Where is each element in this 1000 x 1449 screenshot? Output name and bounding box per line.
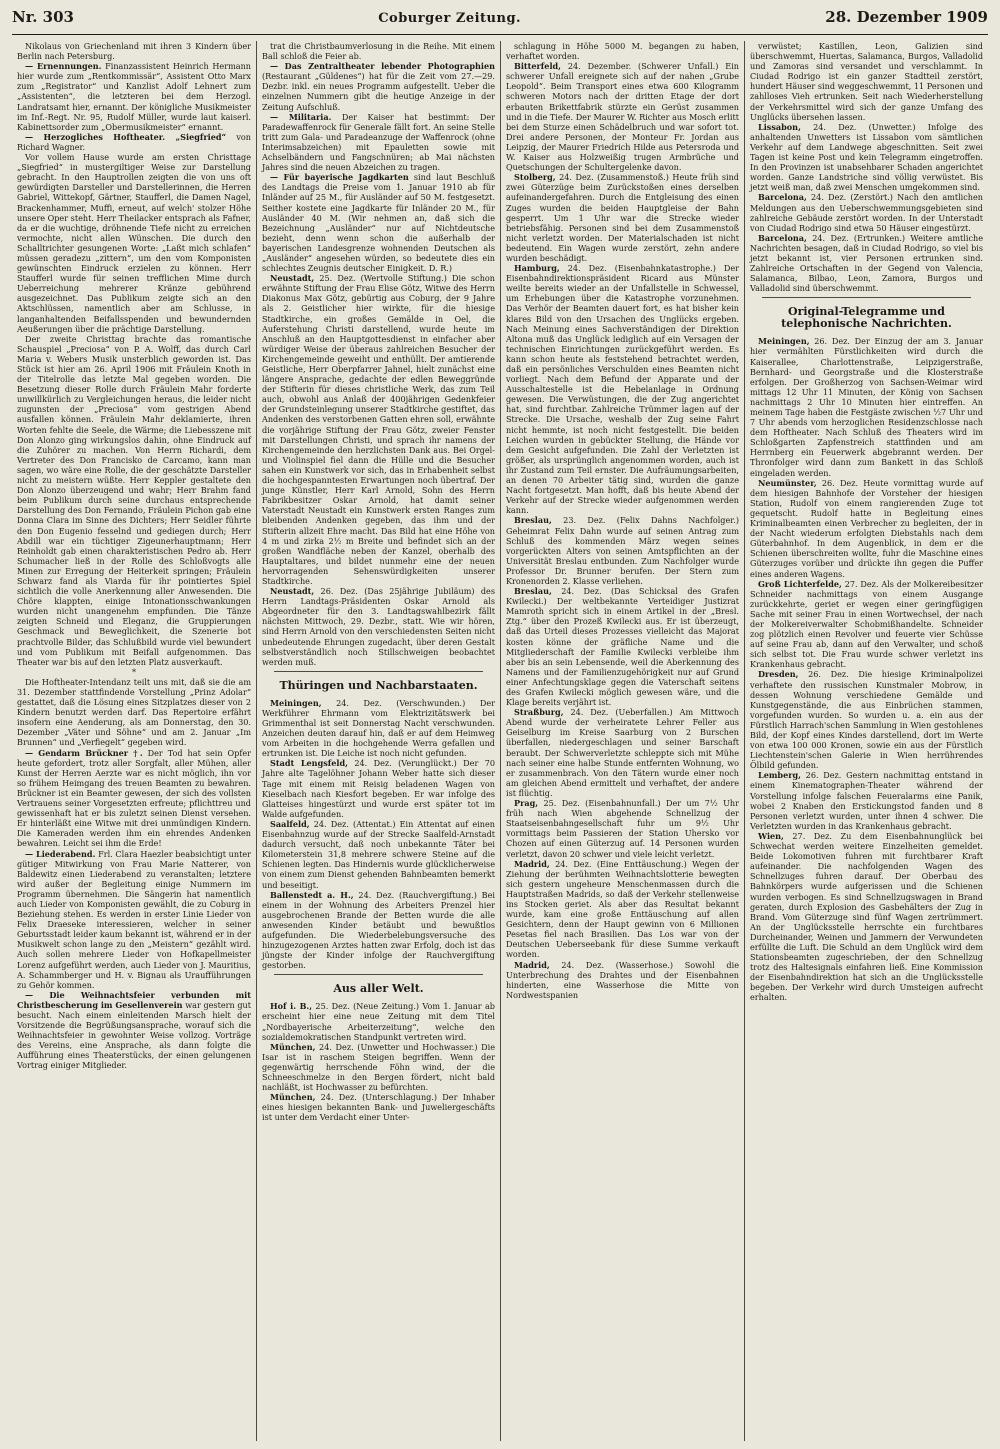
article-paragraph: [506, 172, 739, 263]
article-paragraph: [17, 132, 251, 152]
column-3: [500, 41, 744, 1441]
article-text: 24. Dez. (Rauchvergiftung.) Bei einem in der Wohnung des Arbeiters Prenzel hier ausgebrochenen Brande der Betten wurde die alle anwesenden Kinder betäubt und bewußtlos aufgefunden. Die Wiederbelebungsversuche des hinzugezogenen Arztes hatten zwar Erfolg, doch ist das jüngste der Kinder infolge der Rauchvergiftung gestorben.: [262, 889, 495, 971]
article-text: 25. Dez. (Eisenbahnunfall.) Der um 7½ Uhr früh nach Wien abgehende Schnellzug der Staatseisenbahngesellschaft fuhr um 9½ Uhr vormittags beim Passieren der Station Uhersko vor Chozen auf einen Güterzug auf. 14 Personen wurden verletzt, davon 20 schwer und viele leicht verletzt.: [506, 798, 739, 859]
article-paragraph: [506, 859, 739, 960]
article-paragraph: [506, 41, 739, 61]
article-text: 23. Dez. (Felix Dahns Nachfolger.) Geheimrat Felix Dahn wurde auf seinen Antrag zum Schluß des kommenden März wegen seines vorgerückten Alters von seinen Amtspflichten an der Universität Breslau entbunden. Zum Nachfolger wurde Professor Dr. Brunner berufen. Der Stern zum Kronenorden 2. Klasse verliehen.: [506, 515, 739, 586]
article-paragraph: [750, 192, 983, 232]
article-paragraph: [506, 263, 739, 515]
article-paragraph: [262, 112, 495, 173]
article-paragraph: [262, 61, 495, 111]
article-text: 24. Dez. (Unwetter und Hochwasser.) Die Isar ist in raschem Steigen begriffen. Wenn der gegenwärtig herrschende Föhn wind, der die Schneeschmelze in den Bergen fördert, nicht bald nachläßt, ist Hochwasser zu befürchten.: [262, 1041, 495, 1093]
section-rule: [274, 974, 483, 975]
article-headline: Stolberg,: [514, 172, 556, 183]
article-paragraph: [262, 758, 495, 819]
article-paragraph: [506, 960, 739, 1000]
article-text: 24. Dez. (Eisenbahnkatastrophe.) Der Eisenbahndirektionspräsident Ricard aus Münster weilte bereits wieder an der Unfallstelle in Schwessel, um Erhebungen über die Katastrophe vorzunehmen. Das Verhör der Beamten dauert fort, es hat bisher kein klares Bild von den Ursachen des Unglücks ergeben. Nach Meinung eines Sachverständigen der Direktion Altona muß das Unglück lediglich auf ein Versagen der technischen Einrichtungen zurückgeführt werden. Es kann schon heute als feststehend betrachtet werden, daß ein persönliches Verschulden eines Beamten nicht vorliegt. Nach dem Befund der Apparate und der Ausschaltestelle ist die Hebelanlage in Ordnung gewesen. Die Verwüstungen, die der Zug angerichtet hat, sind furchtbar. Zahlreiche Trümmer lagen auf der Strecke. Die Ursache, weshalb der Zug seine Fahrt nicht hemmte, ist noch nicht festgestellt. Die beiden Leichen wurden in gebückter Stellung, die Hände vor dem Gesicht aufgefunden. Die Zahl der Verletzten ist größer, als ursprünglich angenommen worden, auch ist ihr Zustand zum Teil ernster. Die Aufräumungsarbeiten, an denen 70 Arbeiter tätig sind, wurden die ganze Nacht fortgesetzt. Man hofft, daß bis heute Abend der Verkehr auf der Strecke wieder aufgenommen werden kann.: [506, 263, 739, 516]
article-headline: Straßburg,: [514, 707, 564, 718]
separator-star: *: [131, 666, 137, 677]
article-text: Der Tod hat sein Opfer heute gefordert, trotz aller Sorgfalt, aller Mühen, aller Kunst der Herren Aerzte war es nicht möglich, ihn vor so frühem Heimgang des treuen Beamten zu bewahren. Brückner ist ein Beamter gewesen, der sich des vollsten Vertrauens seiner Vorgesetzten erfreute; pflichttreu und gewissenhaft hat er bis zuletzt seinen Dienst versehen. Er hinterläßt eine Witwe mit drei unmündigen Kindern. Die Kameraden werden ihm ein ehrendes Andenken bewahren. Leicht sei ihm die Erde!: [17, 747, 252, 849]
columns: [12, 41, 988, 1441]
article-text: 24. Dez. (Zerstört.) Nach den amtlichen Meldungen aus den Ueberschwemmungsgebieten sind zahlreiche Gebäude zerstört worden. In der Unterstadt von Ciudad Rodrigo sind etwa 50 Häuser eingestürzt.: [750, 192, 983, 233]
article-headline: Meiningen,: [270, 697, 322, 708]
article-paragraph: [506, 798, 739, 859]
article-text: 24. Dez. (Das Schicksal des Grafen Kwilecki.) Der weltbekannte Verteidiger Justizrat Mamroth spricht sich in einem Artikel in der „Bresl. Ztg.“ über den Prozeß Kwilecki aus. Er ist überzeugt, daß das Urteil dieses Prozesses vielleicht das Majorat kosten könne der gräfliche Name und die Mitgliederschaft der Familie Kwilecki verbleibe ihm aber bis an sein Lebensende, weil die Aberkennung des Namens und der Familienzugehörigkeit nur auf Grund einer Anfechtungsklage gegen die Vaterschaft seitens des Grafen Kwilecki möglich gewesen wäre, und die Klage bereits verjährt ist.: [506, 586, 739, 708]
article-headline: Madrid,: [514, 959, 550, 970]
article-text: sind laut Beschluß des Landtags die Preise vom 1. Januar 1910 ab für Inländer auf 25 M., für Ausländer auf 50 M. festgesetzt. Seither kostete eine Jagdkarte für Inländer 20 M., für Ausländer 40 M. (Wir nehmen an, daß sich die Bezeichnung „Ausländer“ nur auf Nichtdeutsche bezieht, denn wenn schon die außerhalb der bayerischen Landesgrenze wohnenden Deutschen als „Ausländer“ angesehen würden, so bedeutete dies ein schlechtes Zeugnis deutscher Einigkeit. D. R.): [262, 172, 495, 274]
article-paragraph: [262, 819, 495, 890]
article-text: 24. Dez. (Eine Enttäuschung.) Wegen der Ziehung der berühmten Weihnachtslotterie bewegten sich gestern ungeheure Menschenmassen durch die Hauptstraßen Madrids, so daß der Verkehr stellenweise ins Stocken geriet. Als aber das Resultat bekannt wurde, kam eine große Enttäuschung auf allen Gesichtern, denn der Haupt gewinn von 6 Millionen Pesetas fiel nach Brasilien. Das Los war von der Deutschen Ueberseebank für diese Summe verkauft worden.: [506, 858, 739, 960]
article-text: 24. Dez. (Attentat.) Ein Attentat auf einen Eisenbahnzug wurde auf der Strecke Saalfeld-Arnstadt dadurch versucht, daß noch unbekannte Täter bei Kilometerstein 31,8 mehrere schwere Steine auf die Schienen legten. Das Hindernis wurde glücklicherweise von einem zum Dienst gehenden Bahnbeamten bemerkt und beseitigt.: [262, 818, 495, 890]
article-text: 25. Dez. (Neue Zeitung.) Vom 1. Januar ab erscheint hier eine neue Zeitung mit dem Titel „Nordbayerische Arbeiterzeitung“, welche den sozialdemokratischen Standpunkt vertreten wird.: [262, 1001, 495, 1042]
article-paragraph: [750, 41, 983, 122]
article-paragraph: [506, 586, 739, 707]
article-text: trat die Christbaumverlosung in die Reihe. Mit einem Ball schloß die Feier ab.: [262, 41, 495, 62]
article-paragraph: [17, 677, 251, 748]
article-headline: Hamburg,: [514, 263, 560, 274]
article-headline: Barcelona,: [758, 192, 807, 203]
article-headline: Neustadt,: [270, 586, 315, 597]
article-text: Vor vollem Hause wurde am ersten Christtage „Siegfried“ in mustergiltiger Weise zur Darstellung gebracht. In den Hauptrollen zeigten die von uns oft gewürdigten Darsteller und Darstellerinnen, die Herren Gabriel, Wittekopf, Gärtner, Staufferl, die Damen Nagel, Brackenhammer, Muffi, erneut, auf welch' stolzer Höhe unsere Oper steht. Herr Theilacker entsprach als Fafner, da er die wuchtige, dröhnende Tiefe nicht zu erreichen vermochte, nicht allen Wünschen. Die durch den Schalltrichter gesungenen Worte: „Laßt mich schlafen“ müssen geradezu „zittern“, um den vom Komponisten gewünschten Eindruck erzielen zu können. Herr Staufferl wurde für seinen trefflichen Mime durch Ueberreichung mehrerer Kränze gebührend ausgezeichnet. Das Publikum zeigte sich an den Aktschlüssen, namentlich aber am Schlusse, in langanhaltenden Beifallsspenden und bewundernden Aeußerungen über die prächtige Darstellung.: [17, 152, 251, 334]
column-2: [256, 41, 500, 1441]
article-paragraph: [17, 152, 251, 334]
article-text: 25. Dez. (Wertvolle Stiftung.) Die schon erwähnte Stiftung der Frau Elise Götz, Witwe des Herrn Diakonus Max Götz, gebürtig aus Coburg, der 9 Jahre als 2. Geistlicher hier wirkte, für die hiesige Stadtkirche, ein großes Gemälde in Oel, die Auferstehung Christi darstellend, wurde heute im Anschluß an den Hauptgottesdienst in einfacher aber würdiger Weise der überaus zahlreichen Besucher der Kirchengemeinde geweiht und enthüllt. Der amtierende Geistliche, Herr Oberpfarrer Jahnel, hielt zunächst eine längere Ansprache, gedachte der edlen Beweggründe der Stifterin für dieses christliche Werk, das zum Teil auch, obwohl aus Anlaß der 400jährigen Gedenkfeier der Grundsteinlegung unserer Stadtkirche gestiftet, das Andenken des verstorbenen Gatten ehren soll, erwähnte die vorjährige Stiftung der Frau Götz, zweier Fenster mit Darstellungen Christi, und sprach ihr namens der Kirchengemeinde den herzlichsten Dank aus. Bei Orgel- und Violinspiel fiel dann die Hülle und die Besucher sahen ein Kunstwerk vor sich, das in Erhabenheit selbst die hochgespanntesten Erwartungen noch übertraf. Der junge Künstler, Herr Karl Arnold, Sohn des Herrn Fabrikbesitzer Oskar Arnold, hat damit seiner Vaterstadt Neustadt ein Kunstwerk ersten Ranges zum bleibenden Andenken gegeben, das ihm und der Stifterin allzeit Ehre macht. Das Bild hat eine Höhe von 4 m und zirka 2½ m Breite und befindet sich an der großen Wandfläche neben der Kanzel, oberhalb des Hauptaltares, und bildet nunmehr eine der neuen hervorragenden Sehenswürdigkeiten unserer Stadtkirche.: [262, 273, 495, 586]
issue-number: Nr. 303: [12, 8, 74, 26]
article-paragraph: [750, 336, 983, 477]
column-1: [12, 41, 256, 1441]
article-paragraph: [262, 890, 495, 971]
newspaper-title: Coburger Zeitung.: [378, 11, 522, 26]
article-headline: Stadt Lengsfeld,: [270, 758, 348, 769]
article-text: von Richard Wagner.: [17, 131, 252, 152]
article-text: 24. Dez. (Wasserhose.) Sowohl die Unterbrechung des Drahtes und der Eisenbahnen hinderten, eine Wasserhose die Mitte von Nordwestspanien: [506, 959, 739, 1000]
article-headline: — Ernennungen.: [25, 61, 102, 72]
article-text: Die Hoftheater-Intendanz teilt uns mit, daß sie die am 31. Dezember stattfindende Vorstellung „Prinz Adolar“ gestattet, daß die Lösung eines Sitzplatzes dieser von 2 Kindern benutzt werden darf. Das Repertoire erfährt insofern eine Aenderung, als am Donnerstag, den 30. Dezember „Väter und Söhne“ und am 2. Januar „Im Brunnen“ und „Verfiegelt“ gegeben wird.: [17, 676, 251, 748]
article-text: 27. Dez. Zu dem Eisenbahnunglück bei Schwechat werden weitere Einzelheiten gemeldet. Beide Lokomotiven fuhren mit furchtbarer Kraft aufeinander. Die nachfolgenden Wagen des Schnellzuges fuhren darauf. Der Oberbau des Bahnkörpers wurde aufgerissen und die Schienen wurden verbogen. Es sind Schnellzugswagen in Brand geraten, durch Explosion des Gasbehälters der Zug in Brand. Vom Güterzuge sind fünf Wagen zertrümmert. An der Unglücksstelle herrschte ein furchtbares Durcheinander, Weinen und Jammern der Verwundeten erfüllte die Luft. Die Schuld an dem Unglück wird dem Stationsbeamten zugeschrieben, der den Schnellzug trotz des Haltesignals einfahren ließ. Eine Kommission der Eisenbahndirektion hat sich an die Unglücksstelle begeben. Der Verkehr wird durch Umsteigen aufrecht erhalten.: [750, 830, 983, 1003]
article-text: Frl. Clara Haezler beabsichtigt unter gütiger Mitwirkung von Frau Marie Natterer, von Baldewitz einen Liederabend zu veranstalten; letztere wird außer der Begleitung einige Nummern im Programm übernehmen. Die Sängerin hat namentlich auch Lieder von Komponisten gewählt, die zu Coburg in Beziehung stehen. Es werden in erster Linie Lieder von Felix Draeseke interessieren, welcher in seiner Geburtsstadt leider kaum bekannt ist, während er in der Musikwelt schon lange zu den „Meistern“ gezählt wird. Auch sollen mehrere Lieder von Hofkapellmeister Lorenz aufgeführt werden, auch Lieder von J. Mauritius, A. Schammberger und H. v. Bignau als Uraufführungen zu Gehör kommen.: [17, 848, 251, 990]
article-headline: Prag,: [514, 798, 539, 809]
article-paragraph: [262, 1001, 495, 1041]
section-rule: [274, 671, 483, 672]
article-text: 24. Dez. (Zusammenstoß.) Heute früh sind zwei Güterzüge beim Zurückstoßen eines derselben aufeinandergefahren. Durch die Entgleisung des einen Zuges wurden die beiden Hauptgleise der Bahn gesperrt. Um 1 Uhr war die Strecke wieder betriebsfähig. Personen sind bei dem Zusammenstoß nicht verletzt worden. Der Materialschaden ist nicht bedeutend. Ein Wagen wurde zerstört, zehn andere wurden beschädigt.: [506, 172, 739, 263]
article-paragraph: [17, 748, 251, 849]
article-text: 26. Dez. Gestern nachmittag entstand in einem Kinematographen-Theater während der Vorstellung infolge falschen Feueralarms eine Panik, wobei 2 Knaben den Erstickungstod fanden und 8 Personen verletzt wurden, unter ihnen 4 schwer. Die Verletzten wurden in das Krankenhaus gebracht.: [750, 770, 983, 831]
article-headline: — Militaria.: [270, 111, 332, 122]
article-text: 24. Dez. (Unterschlagung.) Der Inhaber eines hiesigen bekannten Bank- und Juweliergeschäfts ist unter dem Verdacht einer Unter-: [262, 1092, 495, 1123]
article-text: 24. Dezember. (Schwerer Unfall.) Ein schwerer Unfall ereignete sich auf der nahen „Grube Leopold“. Beim Transport eines etwa 600 Kilogramm schweren Motors nach der dritten Etage der dort erbauten Brikettfabrik stürzte ein Gerüst zusammen und in die Tiefe. Der Maurer W. Richter aus Mosch erlitt bei dem Sturze einen Schädelbruch und war sofort tot. Drei andere Personen, der Monteur Fr. Jordan aus Leipzig, der Maurer Friedrich Hilde aus Petersroda und W. Kaiser aus Holzweißig trugen Armbrüche und Quetschungen der Schultergelenke davon.: [506, 61, 739, 173]
article-text: Finanzassistent Heinrich Hermann hier wurde zum „Rentkommissär“, Assistent Otto Marx zum „Registrator“ und Kanzlist Adolf Lehnert zum „Assistenten“, die letzteren bei dem Herzogl. Landratsamt hier, ernannt. Der königliche Musikmeister im Inf.-Regt. Nr. 95, Rudolf Müller, wurde laut kaiserl. Kabinettsorder zum „Obermusikmeister“ ernannt.: [17, 61, 251, 132]
article-headline: Madrid,: [514, 858, 550, 869]
article-paragraph: [506, 61, 739, 172]
article-paragraph: [506, 707, 739, 798]
article-headline: Breslau,: [514, 515, 552, 526]
section-rule: [762, 297, 971, 298]
article-headline: Breslau,: [514, 586, 552, 597]
article-text: Nikolaus von Griechenland mit ihren 3 Kindern über Berlin nach Petersburg.: [17, 41, 251, 62]
article-paragraph: [750, 122, 983, 193]
article-paragraph: [17, 61, 251, 132]
article-text: 24. Dez. (Verschwunden.) Der Werkführer Ehrmann vom Elektrizitätswerk bei Grimmenthal ist seit Donnerstag Nacht verschwunden. Anzeichen deuten darauf hin, daß er auf dem Heimweg vom Arbeiten in die hochgehende Werra gefallen und ertrunken ist. Die Leiche ist noch nicht gefunden.: [262, 697, 495, 759]
section-heading: Thüringen und Nachbarstaaten.: [279, 678, 478, 692]
article-headline: — Das Zentraltheater lebender Photographien: [270, 61, 495, 72]
article-paragraph: [750, 233, 983, 294]
article-paragraph: [17, 849, 251, 990]
article-headline: — Die Weihnachtsfeier verbunden mit Christbescherung im Gesellenverein: [17, 989, 251, 1010]
article-paragraph: [262, 1042, 495, 1092]
article-text: 24. Dez. (Ueberfallen.) Am Mittwoch Abend wurde der verheiratete Lehrer Feller aus Geiselburg im Kreise Saarburg von 2 Burschen überfallen, niedergeschlagen und seiner Barschaft beraubt. Der Schwerverletzte schleppte sich mit Mühe nach seiner eine halbe Stunde entfernten Wohnung, wo er zusammenbrach. Von den Tätern wurde einer noch am gleichen Abend ermittelt und verhaftet, der andere ist flüchtig.: [506, 707, 739, 798]
article-headline: Bitterfeld,: [514, 61, 561, 72]
article-text: 27. Dez. Als der Molkereibesitzer Schneider nachmittags von einem Ausgange zurückkehrte, geriet er wegen einer geringfügigen Sache mit seiner Frau in einen Wortwechsel, der nach der Molkereiverwalter Schobmißhandelte. Schneider zog plötzlich einen Revolver und feuerte vier Schüsse auf seine Frau ab, dann auf den Verwalter, und schoß sich selbst tot. Die Frau wurde schwer verletzt ins Krankenhaus gebracht.: [750, 578, 984, 670]
section-heading: Aus aller Welt.: [333, 982, 424, 996]
article-headline: — Für bayerische Jagdkarten: [270, 172, 409, 183]
article-headline: Ballenstedt a. H.,: [270, 889, 354, 900]
article-headline: Barcelona,: [758, 232, 807, 243]
article-text: 26. Dez. Die hiesige Kriminalpolizei verhaftete den russischen Kunstmaler Mobrow, in dessen Wohnung verschiedene Gemälde und Kunstgegenstände, die aus Einbrüchen stammen, vorgefunden wurden. So wurden u. a. ein aus der Fürstlich Harrach'schen Sammlung in Wien gestohlenes Bild, der Kopf eines Kindes darstellend, dort im Werte von etwa 100 000 Kronen, sowie ein aus der Fürstlich Liechtenstein'schen Galerie in Wien herrührendes Ölbild gefunden.: [750, 669, 983, 771]
article-paragraph: [750, 831, 983, 1003]
article-text: 26. Dez. (Das 25jährige Jubiläum) des Herrn Landtags-Präsidenten Oskar Arnold als Abgeordneter für den 3. Landtagswahlbezirk fällt nächsten Mittwoch, 29. Dezbr., statt. Wie wir hören, sind Herrn Arnold von den verschiedensten Seiten nicht unbedeutende Ehrungen zugedacht, über deren Gestalt selbstverständlich noch Stillschweigen beobachtet werden muß.: [262, 586, 495, 667]
article-paragraph: [506, 515, 739, 586]
article-paragraph: [750, 579, 983, 670]
article-paragraph: [262, 273, 495, 586]
article-paragraph: [262, 172, 495, 273]
article-headline: Hof i. B.,: [270, 1001, 313, 1012]
article-headline: Meiningen,: [758, 336, 810, 347]
article-paragraph: [750, 669, 983, 770]
article-headline: Neumünster,: [758, 477, 817, 488]
article-headline: Saalfeld,: [270, 818, 310, 829]
article-paragraph: [262, 586, 495, 667]
article-text: 24. Dez. (Ertrunken.) Weitere amtliche Nachrichten besagen, daß in Ciudad Rodrigo, so viel bis jetzt bekannt ist, vier Personen ertrunken sind. Zahlreiche Ortschaften in der Gegend von Valencia, Salamanca, Bilbao, Leon, Zamora, Burgos und Valladolid sind überschwemmt.: [750, 232, 983, 294]
article-paragraph: [17, 41, 251, 61]
article-text: Der zweite Christtag brachte das romantische Schauspiel „Preciosa“ von P. A. Wolff, das durch Carl Maria v. Webers Musik unsterblich geworden ist. Das Stück ist hier am 26. April 1906 mit Fräulein Knoth in der Titelrolle das letzte Mal gegeben worden. Die Besetzung dieser Rolle durch Fräulein Mahr forderte unwillkürlich zu Vergleichungen heraus, die leider nicht zugunsten der „Preciosa“ vom gestrigen Abend ausfallen können. Fräulein Mahr deklamierte, ihren Worten fehlte die Seele, die Wärme; die Liebesszene mit Don Alonzo ging wirkungslos dahin, ohne Eindruck auf die Zuhörer zu machen. Von Herrn Richardi, dem Vertreter des Don Francisko de Carcamo, kann man sagen, wo wäre eine Rolle, die der geschätzte Darsteller nicht zu meistern wüßte. Herr Keppler gestaltete den Don Alonzo überzeugend und wahr; Herr Brahm fand beim Publikum durch seine durchaus entsprechende Darstellung des Don Fernando, Fräulein Pichon gab eine Donna Clara im Sinne des Dichters; Herr Seidler führte den Don Eugenio fesselnd und gediegen durch; Herr Abdill war ein tüchtiger Zigeunerhauptmann; Herr Reinholdt gab einen charakteristischen Pedro ab. Herr Schumacher ließ in der Rolle des Schloßvogts alle Minen zur Erregung der Heiterkeit springen; Fräulein Schwarz fand als Viarda für ihr pointiertes Spiel sichtlich die volle Anerkennung aller Anwesenden. Die Chöre klappten, einige Intonationsschwankungen wurden nicht unangenehm empfunden. Die Tänze zeigten Schneid und Eleganz, die Gruppierungen Geschmack und Beweglichkeit, die Szenerie bot prachtvolle Bilder, das Schlußbild wurde viel bewundert und vom Publikum mit Beifall aufgenommen. Das Theater war bis auf den letzten Platz ausverkauft.: [17, 333, 251, 667]
masthead-rule: [12, 34, 988, 35]
article-headline: Dresden,: [758, 669, 799, 680]
article-headline: München,: [270, 1092, 316, 1103]
article-text: 24. Dez. (Verunglückt.) Der 70 Jahre alte Tagelöhner Johann Weber hatte sich dieser Tage mit einem mit Reisig beladenen Wagen von Kieselbach nach Kiesfort begeben. Er war infolge des Glatteises hingestürzt und wurde erst später tot im Walde aufgefunden.: [262, 758, 495, 819]
article-paragraph: [750, 770, 983, 831]
article-text: schlagung in Höhe 5000 M. begangen zu haben, verhaftet worden.: [506, 41, 739, 62]
article-text: Der Kaiser hat bestimmt: Der Paradewaffenrock für Generale fällt fort. An seine Stelle tritt zum Gala- und Paradeanzuge der Waffenrock (ohne Interimsabzeichen) mit Epauletten sowie mit Achselbändern und Fangschnüren; ab Mai nächsten Jahres sind die neuen Abzeichen zu tragen.: [262, 111, 495, 173]
article-paragraph: [17, 334, 251, 667]
article-text: verwüstet; Kastillen, Leon, Galizien sind überschwemmt, Huertas, Salamanca, Burgos, Valladolid und Zamoras sind versandet und verschlammt. In Ciudad Rodrigo ist ein ganzer Stadtteil zerstört, hundert Häuser sind weggeschwemmt, 11 Personen und zahlloses Vieh ertrunken. Seit nach Wiederherstellung der Verkehrsmittel wird sich der ganze Umfang des Unglücks übersehen lassen.: [750, 41, 983, 122]
article-text: (Restaurant „Güldenes“) hat für die Zeit vom 27.—29. Dezbr. inkl. ein neues Programm aufgestellt. Ueber die einzelnen Nummern gibt die heutige Anzeige in der Zeitung Aufschluß.: [262, 71, 495, 112]
article-text: 24. Dez. (Unwetter.) Infolge des anhaltenden Unwetters ist Lissabon vom sämtlichen Verkehr auf dem Landwege abgeschnitten. Seit zwei Tagen ist keine Post und kein Telegramm eingetroffen. In den Provinzen ist unabsehbarer Schaden angerichtet worden. Ganze Landstriche sind völlig verwüstet. Bis jetzt weiß man, daß zwei Menschen umgekommen sind.: [750, 121, 983, 193]
masthead: [12, 8, 988, 30]
article-headline: — Gendarm Brückner †.: [25, 747, 143, 758]
article-headline: Neustadt,: [270, 273, 315, 284]
article-headline: Lemberg,: [758, 770, 801, 781]
issue-date: 28. Dezember 1909: [825, 8, 988, 26]
article-paragraph: [262, 1092, 495, 1122]
article-headline: Lissabon,: [758, 121, 801, 132]
article-paragraph: [262, 41, 495, 61]
article-headline: Groß Lichterfelde,: [758, 578, 842, 589]
article-paragraph: [17, 990, 251, 1071]
column-4: [744, 41, 988, 1441]
article-text: 26. Dez. Heute vormittag wurde auf dem hiesigen Bahnhofe der Vorsteher der hiesigen Station, Rudolf von einem rangierenden Zuge tot gequetscht. Rudolf hatte in Begleitung eines Kriminalbeamten einen Verbrecher zu begleiten, der in der Nacht wiederum erfolgten Diebstahls nach dem Güterbahnhof. In dem Augenblick, in dem er die Schienen überschreiten wollte, fuhr die Maschine eines Güterzuges vorüber und drückte ihn gegen die Puffer eines anderen Wagens.: [750, 477, 983, 579]
article-headline: — Herzogliches Hoftheater. „Siegfried“: [25, 131, 227, 142]
section-heading: Original-Telegramme und telephonische Nachrichten.: [781, 305, 952, 331]
article-headline: — Liederabend.: [25, 848, 96, 859]
article-text: war gestern gut besucht. Nach einem einleitenden Marsch hielt der Vorsitzende die Begrüßungsansprache, worauf sich die Weihnachtsfeier in gewohnter Weise vollzog. Vorträge des Vereins, eine Ansprache, als dann folgte die Aufführung eines Theaterstücks, der einen gelungenen Vortrag einiger Mitglieder.: [17, 999, 251, 1071]
article-headline: Wien,: [758, 830, 784, 841]
article-headline: München,: [270, 1041, 316, 1052]
article-paragraph: [262, 698, 495, 759]
article-paragraph: [750, 478, 983, 579]
article-text: 26. Dez. Der Einzug der am 3. Januar hier vermählten Fürstlichkeiten wird durch die Kaiserallee, Charlottenstraße, Leipzigerstraße, Bernhard- und Georgstraße und die Klosterstraße erfolgen. Der Großherzog von Sachsen-Weimar wird mittags 12 Uhr 11 Minuten, der König von Sachsen nachmittags 2 Uhr 10 Minuten hier eintreffen. An meinem Tage haben die Festgäste zwischen ½7 Uhr und 7 Uhr abends vom herzoglichen Residenzschlosse nach dem Hoftheater. Nach Schluß des Theaters wird im Schloßgarten Zapfenstreich stattfinden und am Herrnberg ein Feuerwerk abgebrannt werden. Der Thronfolger wird dann zum Bankett in das Schloß eingeladen werden.: [750, 336, 983, 478]
